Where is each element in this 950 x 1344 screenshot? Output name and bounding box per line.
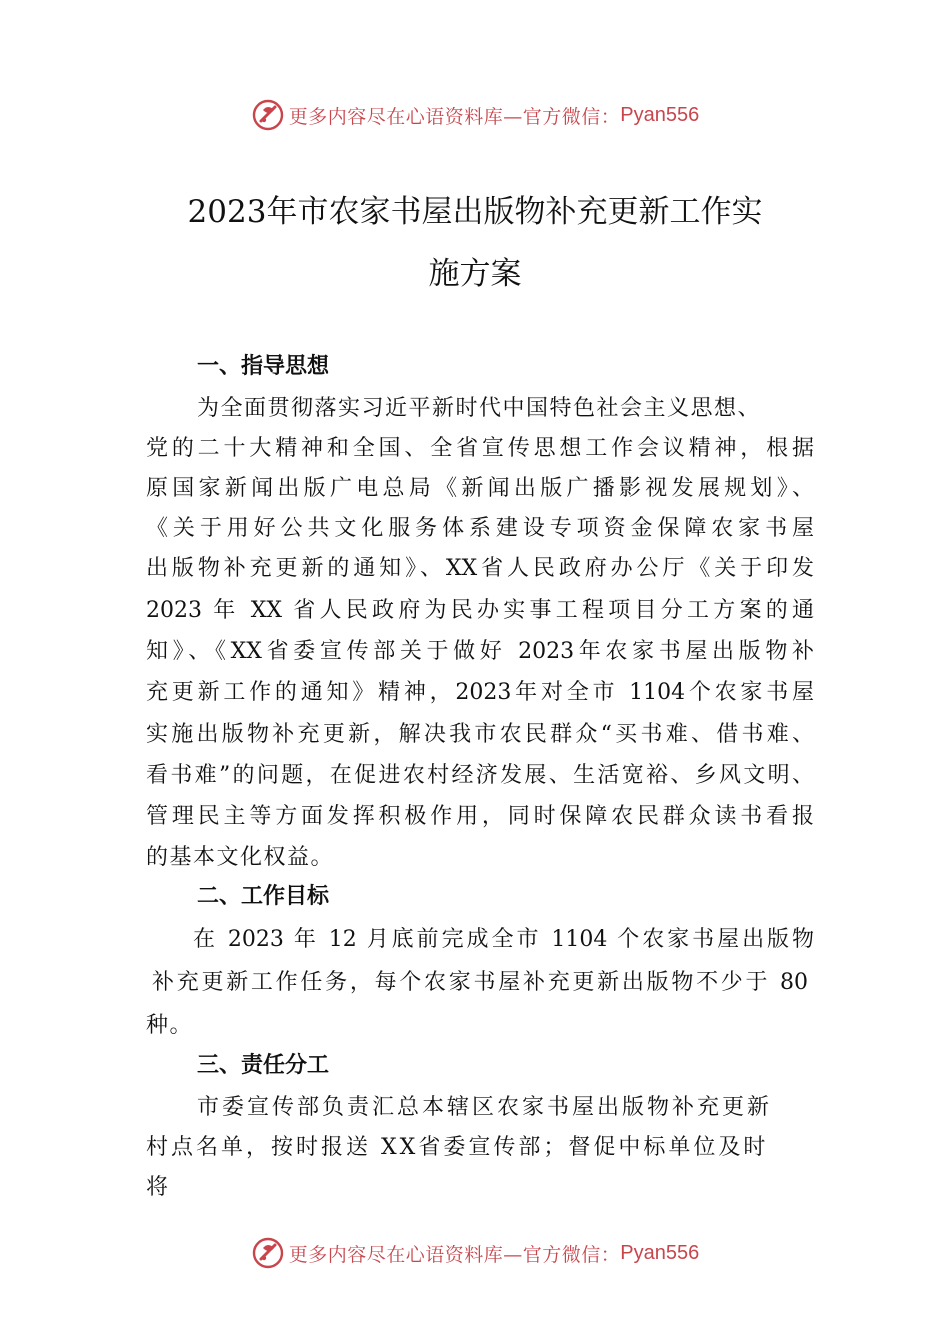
wechat-id: Pyan556 — [620, 1241, 700, 1264]
paragraph-line: 村点名单，按时报送 XX省委宣传部；督促中标单位及时 — [146, 1135, 769, 1160]
section-heading-1: 一、指导思想 — [197, 354, 330, 379]
paragraph-line: 种。 — [146, 1013, 194, 1038]
footer-banner — [0, 1233, 950, 1273]
header-banner — [0, 95, 950, 135]
paragraph-line: 出版物补充更新的通知》、XX省人民政府办公厅《关于印发 — [146, 556, 814, 581]
title-line-2: 施方案 — [428, 256, 522, 292]
brand-logo-icon — [251, 98, 285, 132]
paragraph-line: 看书难”的问题，在促进农村经济发展、生活宽裕、乡风文明、 — [146, 763, 814, 788]
banner-text: 更多内容尽在心语资料库—官方微信： — [288, 105, 621, 128]
paragraph-line: 知》、《XX省委宣传部关于做好 2023年农家书屋出版物补 — [146, 639, 814, 664]
document-title — [140, 181, 810, 305]
paragraph-line: 原国家新闻出版广电总局《新闻出版广播影视发展规划》、 — [146, 476, 814, 501]
paragraph-line: 实施出版物补充更新，解决我市农民群众“买书难、借书难、 — [146, 722, 814, 747]
paragraph-line: 2023 年 XX 省人民政府为民办实事工程项目分工方案的通 — [146, 598, 814, 623]
section-heading-3: 三、责任分工 — [197, 1053, 330, 1078]
paragraph-line: 市委宣传部负责汇总本辖区农家书屋出版物补充更新 — [197, 1095, 773, 1120]
paragraph-line: 党的二十大精神和全国、全省宣传思想工作会议精神，根据 — [146, 436, 814, 461]
paragraph-line: 管理民主等方面发挥积极作用，同时保障农民群众读书看报 — [146, 804, 814, 829]
brand-logo-icon — [251, 1236, 285, 1270]
paragraph-line: 《关于用好公共文化服务体系建设专项资金保障农家书屋 — [146, 516, 814, 541]
section-heading-2: 二、工作目标 — [197, 884, 330, 909]
paragraph-line: 补充更新工作任务，每个农家书屋补充更新出版物不少于 80 — [152, 970, 808, 995]
banner-text: 更多内容尽在心语资料库—官方微信： — [288, 1243, 621, 1266]
paragraph-line: 在 2023 年 12 月底前完成全市 1104 个农家书屋出版物 — [193, 927, 814, 952]
title-line-1: 2023年市农家书屋出版物补充更新工作实 — [187, 194, 763, 230]
paragraph-line: 将 — [146, 1175, 170, 1200]
paragraph-line: 为全面贯彻落实习近平新时代中国特色社会主义思想、 — [197, 396, 762, 421]
paragraph-line: 的基本文化权益。 — [146, 845, 335, 870]
wechat-id: Pyan556 — [620, 103, 700, 126]
paragraph-line: 充更新工作的通知》精神，2023年对全市 1104个农家书屋 — [146, 680, 814, 705]
